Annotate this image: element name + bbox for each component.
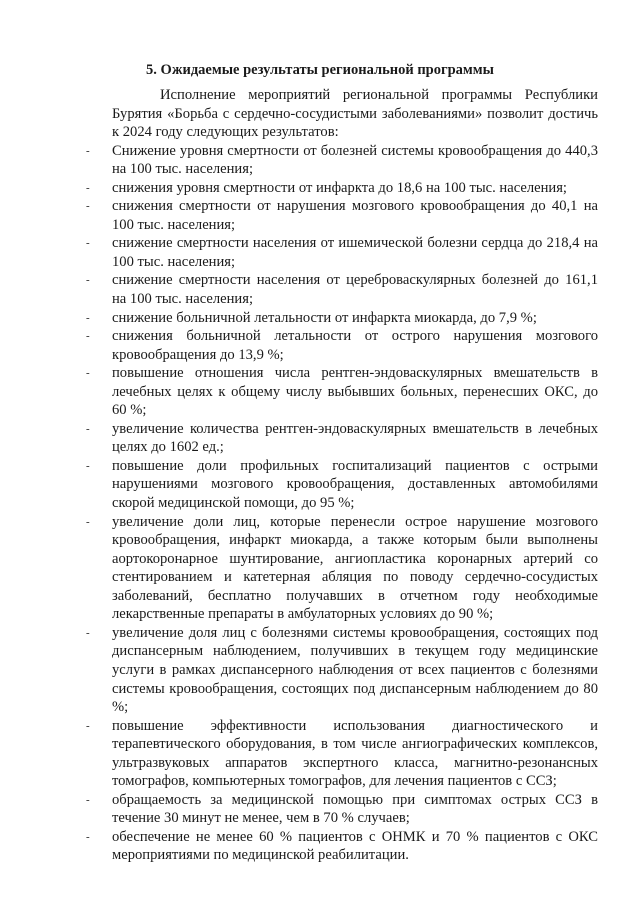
bullet-dash: - — [86, 367, 90, 380]
list-item-text: снижения уровня смертности от инфаркта до 18,6 на 100 тыс. населения; — [112, 179, 567, 196]
list-item-text: снижение смертности населения от ишемической болезни сердца до 218,4 на 100 тыс. населения; — [112, 235, 598, 270]
bullet-dash: - — [86, 626, 90, 639]
list-item-text: повышение эффективности использования диагностического и терапевтического оборудования, в том числе ангиографических комплексов, ультразвуковых аппаратов экспертного класса, магнитно-резонансных томографов, компьютерных томографов, для лечения пациентов с ССЗ; — [112, 717, 598, 790]
list-item-text: увеличение количества рентген-эндоваскулярных вмешательств в лечебных целях до 1602 ед.; — [112, 420, 598, 456]
bullet-dash: - — [86, 422, 90, 435]
list-item-text: снижения смертности от нарушения мозгового кровообращения до 40,1 на 100 тыс. населения; — [112, 198, 598, 233]
bullet-dash: - — [86, 144, 90, 157]
list-item-text: снижения больничной летальности от острого нарушения мозгового кровообращения до 13,9 %; — [112, 328, 598, 363]
list-item — [86, 791, 598, 828]
list-item — [86, 309, 598, 328]
bullet-dash: - — [86, 830, 90, 843]
bullet-dash: - — [86, 311, 90, 324]
list-item — [86, 197, 598, 234]
list-item-text: обеспечение не менее 60 % пациентов с ОНМК и 70 % пациентов с ОКС мероприятиями по медицинской реабилитации. — [112, 828, 598, 864]
list-item — [86, 420, 598, 457]
list-item — [86, 179, 598, 198]
list-item-text: снижение смертности населения от цереброваскулярных болезней до 161,1 на 100 тыс. населения; — [112, 272, 598, 308]
bullet-dash: - — [86, 200, 90, 213]
bullet-dash: - — [86, 793, 90, 806]
list-item-text: увеличение доля лиц с болезнями системы кровообращения, состоящих под диспансерным наблюдением, получивших в текущем году медицинские услуги в рамках диспансерного наблюдения от всех пациентов с болезнями системы кровообращения, состоящих под диспансерным наблюдением до 80 %; — [112, 624, 598, 716]
list-item — [86, 717, 598, 791]
list-item — [86, 513, 598, 624]
bullet-dash: - — [86, 459, 90, 472]
list-item — [86, 271, 598, 308]
results-list — [86, 142, 598, 865]
section-heading: 5. Ожидаемые результаты региональной программы — [146, 62, 494, 78]
list-item — [86, 142, 598, 179]
list-item — [86, 234, 598, 271]
list-item-text: повышение доли профильных госпитализаций пациентов с острыми нарушениями мозгового кровообращения, доставленных автомобилями скорой медицинской помощи, до 95 %; — [112, 457, 598, 512]
list-item — [86, 364, 598, 420]
list-item-text: увеличение доли лиц, которые перенесли острое нарушение мозгового кровообращения, инфаркт миокарда, а также которым были выполнены аортокоронарное шунтирование, ангиопластика коронарных артерий со стентированием и катетерная абляция по поводу сердечно-сосудистых заболеваний, бесплатно получавших в отчетном году необходимые лекарственные препараты в амбулаторных условиях до 90 %; — [112, 513, 598, 623]
list-item — [86, 624, 598, 717]
list-item — [86, 828, 598, 865]
list-item-text: повышение отношения числа рентген-эндоваскулярных вмешательств в лечебных целях к общему числу выбывших больных, перенесших ОКС, до 60 %; — [112, 365, 598, 419]
list-item-text: снижение больничной летальности от инфаркта миокарда, до 7,9 %; — [112, 309, 537, 326]
list-item-text: обращаемость за медицинской помощью при симптомах острых ССЗ в течение 30 минут не менее, чем в 70 % случаев; — [112, 791, 598, 827]
list-item — [86, 327, 598, 364]
bullet-dash: - — [86, 330, 90, 343]
list-item — [86, 457, 598, 513]
bullet-dash: - — [86, 181, 90, 194]
list-item-text: Снижение уровня смертности от болезней системы кровообращения до 440,3 на 100 тыс. населения; — [112, 142, 598, 178]
bullet-dash: - — [86, 274, 90, 287]
bullet-dash: - — [86, 237, 90, 250]
bullet-dash: - — [86, 719, 90, 732]
bullet-dash: - — [86, 515, 90, 528]
section-body — [86, 86, 598, 865]
intro-paragraph: Исполнение мероприятий региональной программы Республики Бурятия «Борьба с сердечно-сосудистыми заболеваниями» позволит достичь к 2024 году следующих результатов: — [112, 87, 598, 141]
